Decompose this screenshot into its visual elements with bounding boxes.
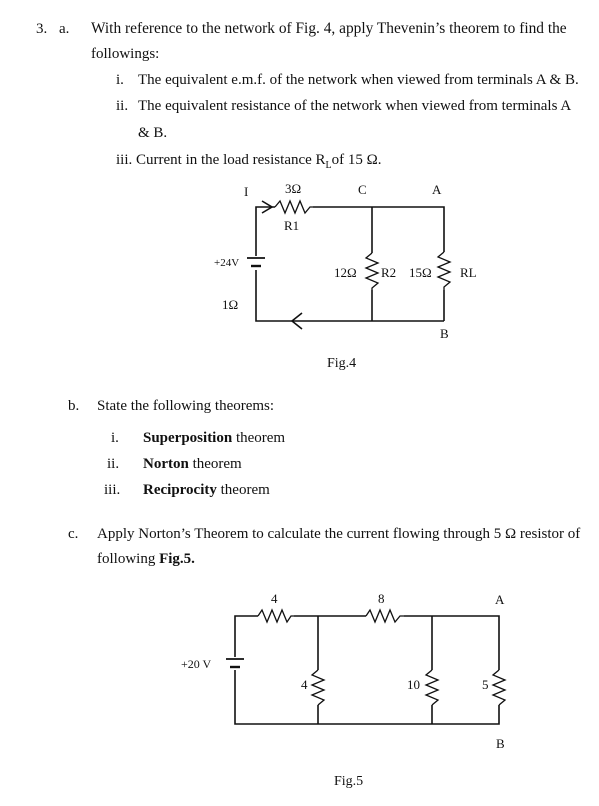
fig4-node-a: A [432, 182, 442, 197]
part-c-text-line2-pre: following [97, 551, 160, 567]
part-b-item-1-bold: Superposition [143, 430, 233, 446]
part-a-item-2-num: ii. [116, 98, 129, 114]
fig5-bottom-wire [235, 670, 499, 724]
fig5-r-shunt-2-value: 10 [407, 677, 420, 692]
fig5-r-shunt-3-value: 5 [482, 677, 489, 692]
part-b-item-1-rest: theorem [232, 430, 286, 446]
fig4-top-wire [313, 207, 444, 252]
fig4-caption: Fig.4 [327, 356, 357, 371]
part-c-label: c. [68, 526, 79, 542]
fig4-source-label: +24V [214, 257, 240, 269]
fig4-r2-resistor [366, 253, 378, 290]
fig5-r-top-left-value: 4 [271, 591, 278, 606]
part-b-item-1 [143, 429, 285, 447]
part-b-item-2-bold: Norton [143, 456, 189, 472]
fig4-left-wire-top [256, 207, 275, 256]
fig5-r-top-left [258, 610, 294, 622]
question-number: 3. [36, 21, 48, 37]
part-c-text-line2-bold: Fig.5. [159, 551, 195, 567]
part-b-item-1-num: i. [111, 430, 119, 446]
fig4-rl-resistor [438, 252, 450, 290]
fig5-r-shunt-1 [312, 670, 324, 705]
fig4-current-label: I [244, 184, 249, 199]
fig5-left-wire-top [235, 616, 258, 657]
part-a-item-1-text: The equivalent e.m.f. of the network when viewed from terminals A & B. [138, 72, 579, 88]
fig4-r2-value: 12Ω [334, 265, 357, 280]
part-c-text-line1: Apply Norton’s Theorem to calculate the current flowing through 5 Ω resistor of [97, 526, 581, 542]
part-b-label: b. [68, 398, 80, 414]
part-a-item-2-cont: & B. [138, 125, 168, 141]
fig5-source-label: +20 V [181, 657, 212, 671]
fig4-rl-value: 15Ω [409, 265, 432, 280]
part-a-item-1-num: i. [116, 72, 124, 88]
fig5-r-top-right [366, 610, 404, 622]
part-b-item-2-num: ii. [107, 456, 120, 472]
part-a-label: a. [59, 21, 70, 37]
part-a-text-line1: With reference to the network of Fig. 4, apply Thevenin’s theorem to find the [91, 20, 567, 37]
fig4-node-c: C [358, 182, 367, 197]
fig5-right-top-wire [404, 616, 499, 670]
fig5-r-shunt-1-value: 4 [301, 677, 308, 692]
part-a-item-3-sub: L [325, 160, 332, 171]
part-b-item-2-rest: theorem [188, 456, 242, 472]
fig4-r1-name: R1 [284, 218, 300, 233]
part-a-item-3-num: iii. [116, 152, 133, 168]
fig4-internal-r: 1Ω [222, 297, 239, 312]
fig5-node-b: B [496, 736, 505, 751]
part-c-text-line2 [97, 550, 195, 568]
fig5-caption: Fig.5 [334, 774, 364, 789]
fig5-r-shunt-2 [426, 670, 438, 705]
part-a-item-3-text: Current in the load resistance R [136, 152, 326, 168]
part-a-item-2-text: The equivalent resistance of the network when viewed from terminals A [138, 98, 572, 114]
part-a-text-line2: followings: [91, 46, 160, 62]
fig4-r2-name: R2 [381, 265, 397, 280]
part-b-text: State the following theorems: [97, 398, 275, 414]
part-a-item-3-text-after: of 15 Ω. [331, 152, 382, 168]
fig5-node-a: A [495, 592, 505, 607]
fig4-rl-name: RL [460, 265, 477, 280]
part-b-item-3-num: iii. [104, 482, 121, 498]
fig4-node-b: B [440, 326, 449, 341]
part-b-item-2 [143, 455, 242, 473]
part-b-item-3-rest: theorem [216, 482, 270, 498]
fig5-r-top-right-value: 8 [378, 591, 385, 606]
part-b-item-3 [143, 481, 270, 499]
fig4-r1-value: 3Ω [285, 181, 302, 196]
part-b-item-3-bold: Reciprocity [143, 482, 217, 498]
fig5-r-shunt-3 [493, 670, 505, 705]
fig4-r1-resistor [275, 201, 313, 213]
